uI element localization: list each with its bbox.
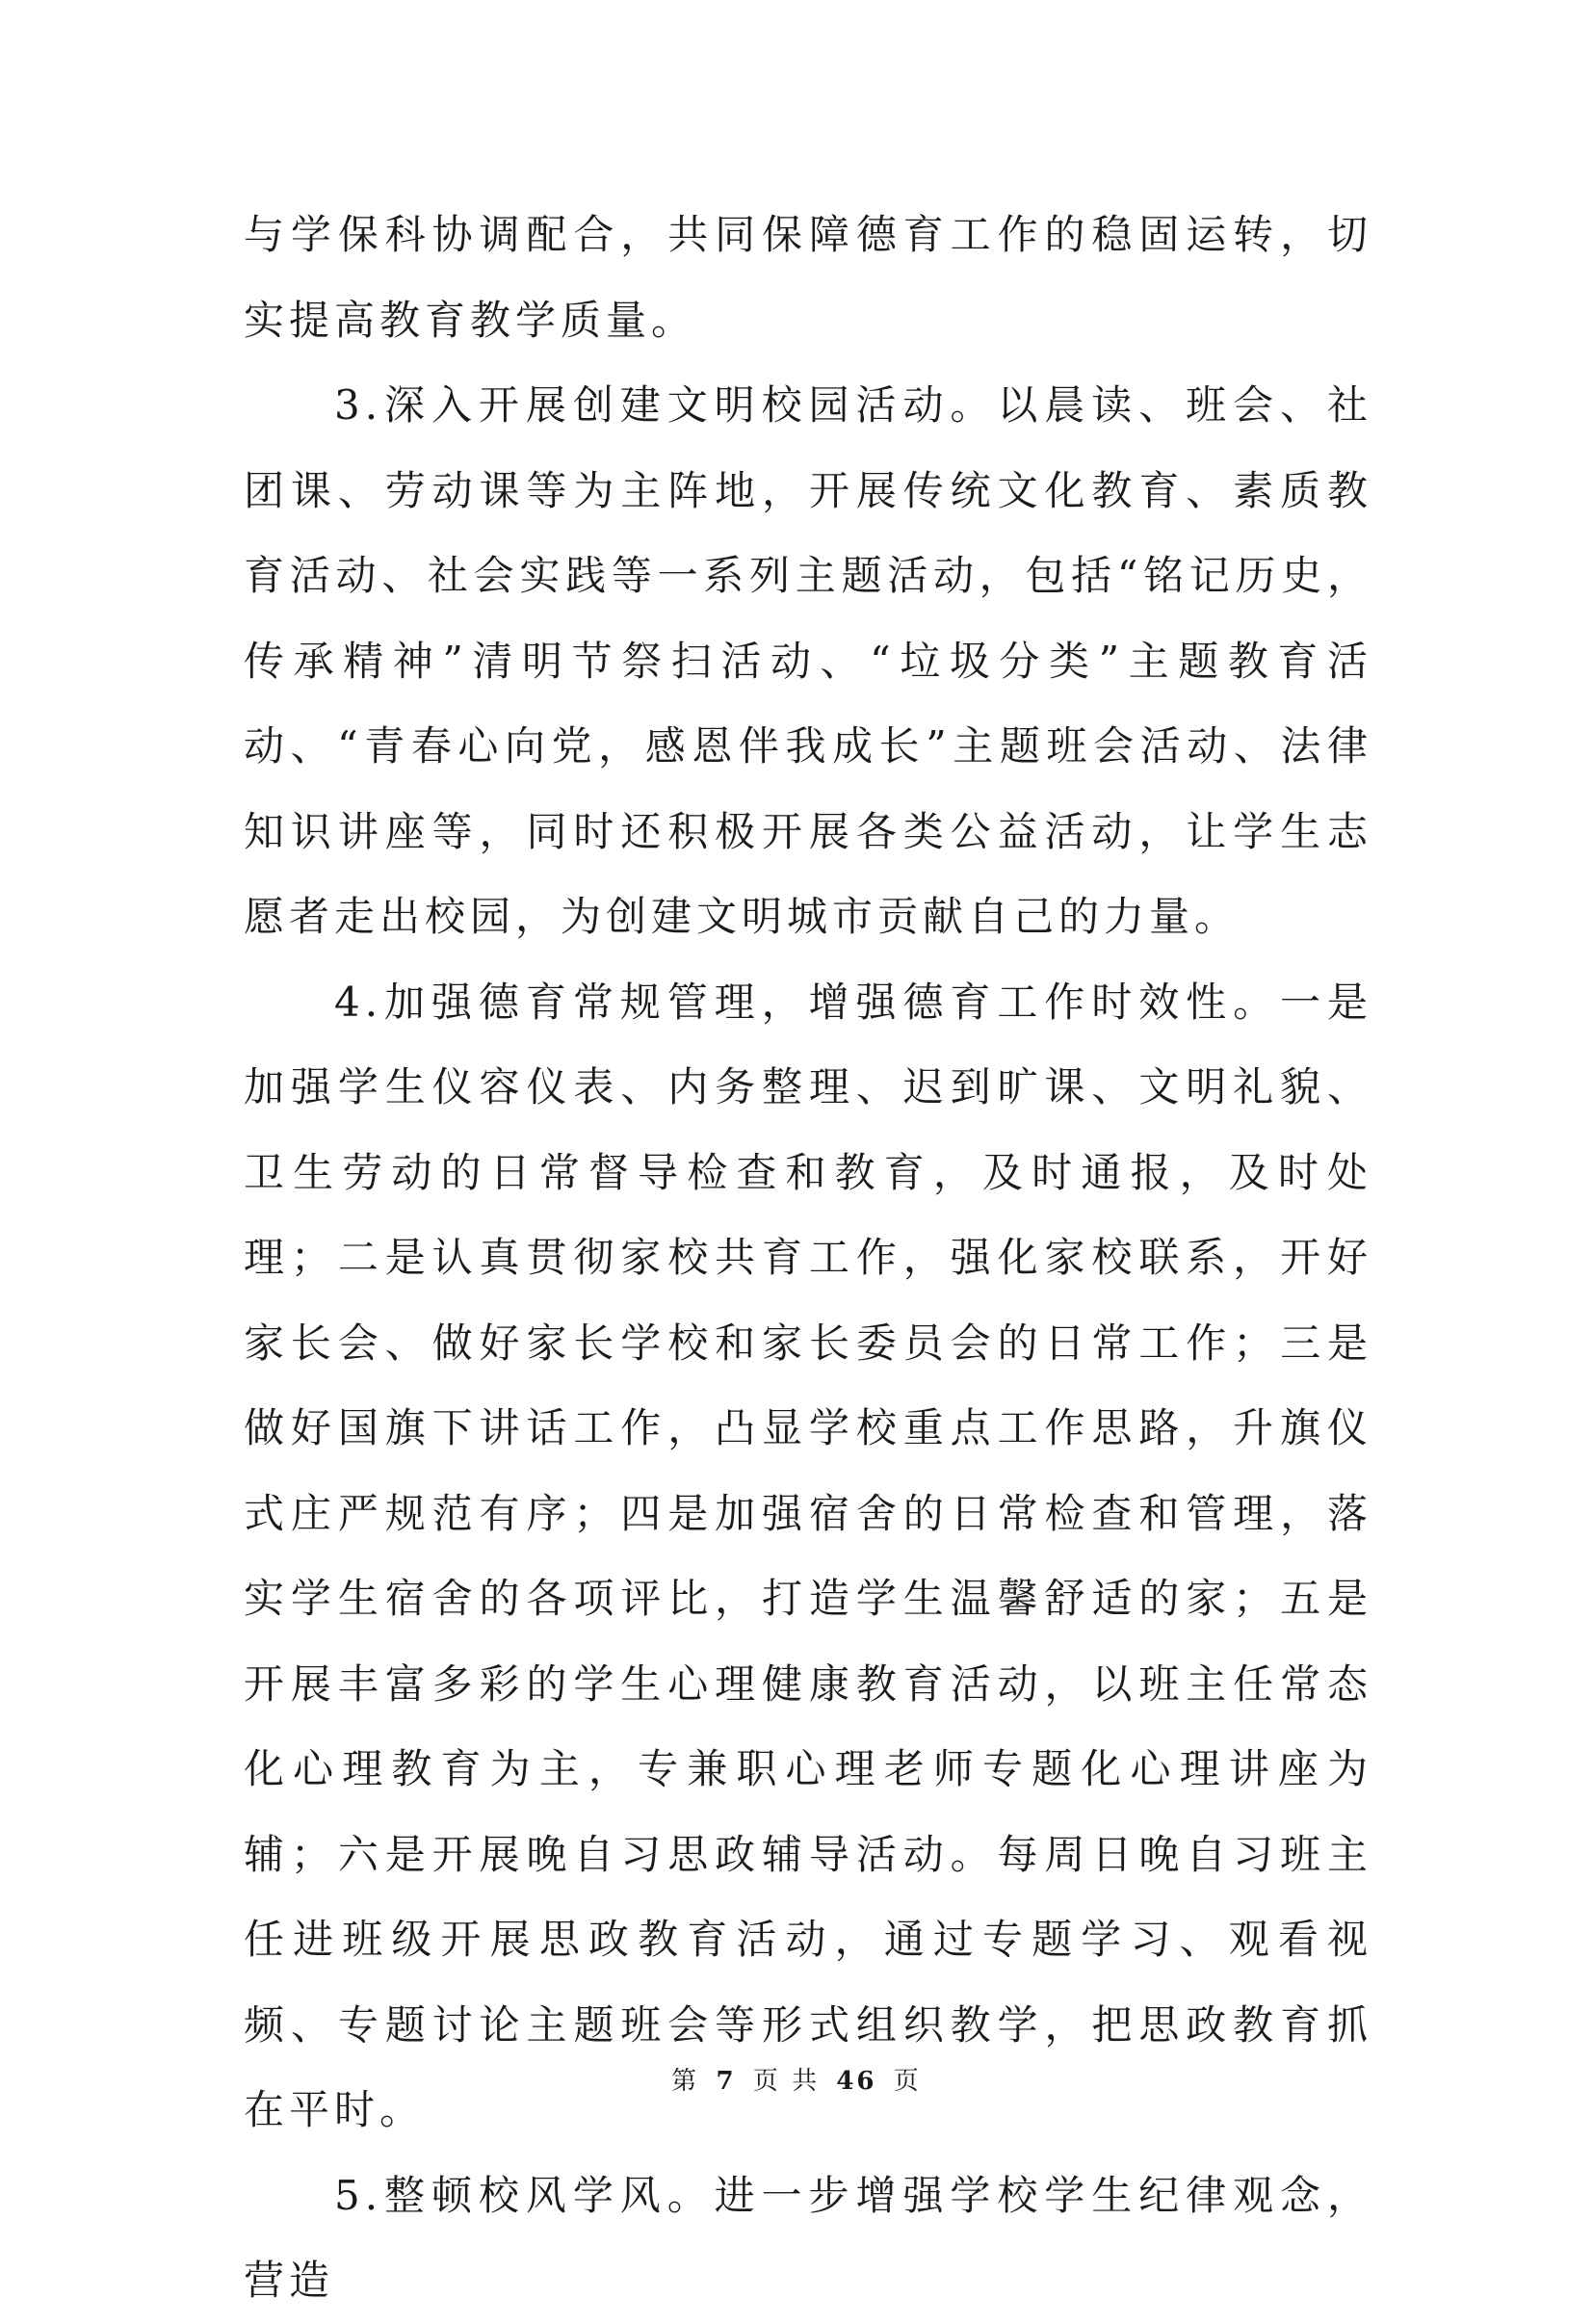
paragraph-2: 3.深入开展创建文明校园活动。以晨读、班会、社团课、劳动课等为主阵地，开展传统文化教育、素质教育活动、社会实践等一系列主题活动，包括“铭记历史，传承精神”清明节祭扫活动、“垃圾分类”主题教育活动、“青春心向党，感恩伴我成长”主题班会活动、法律知识讲座等，同时还积极开展各类公益活动，让学生志愿者走出校园，为创建文明城市贡献自己的力量。: [244, 381, 1372, 940]
footer-prefix: 第: [671, 2067, 700, 2096]
paragraph-1: 与学保科协调配合，共同保障德育工作的稳固运转，切实提高教育教学质量。: [244, 211, 1372, 344]
total-pages: 46: [836, 2067, 877, 2096]
paragraph-4: 5.整顿校风学风。进一步增强学校学生纪律观念，营造: [244, 2171, 1372, 2304]
footer-suffix: 页: [893, 2067, 922, 2096]
body-text: [244, 193, 1372, 2324]
paragraph-3: 4.加强德育常规管理，增强德育工作时效性。一是加强学生仪容仪表、内务整理、迟到旷课、文明礼貌、卫生劳动的日常督导检查和教育，及时通报，及时处理；二是认真贯彻家校共育工作，强化家校联系，开好家长会、做好家长学校和家长委员会的日常工作；三是做好国旗下讲话工作，凸显学校重点工作思路，升旗仪式庄严规范有序；四是加强宿舍的日常检查和管理，落实学生宿舍的各项评比，打造学生温馨舒适的家；五是开展丰富多彩的学生心理健康教育活动，以班主任常态化心理教育为主，专兼职心理老师专题化心理讲座为辅；六是开展晚自习思政辅导活动。每周日晚自习班主任进班级开展思政教育活动，通过专题学习、观看视频、专题讨论主题班会等形式组织教学，把思政教育抓在平时。: [244, 978, 1372, 2133]
footer-middle: 页 共: [752, 2067, 821, 2096]
page-number: 7: [716, 2067, 737, 2096]
page-footer: [0, 2061, 1593, 2097]
